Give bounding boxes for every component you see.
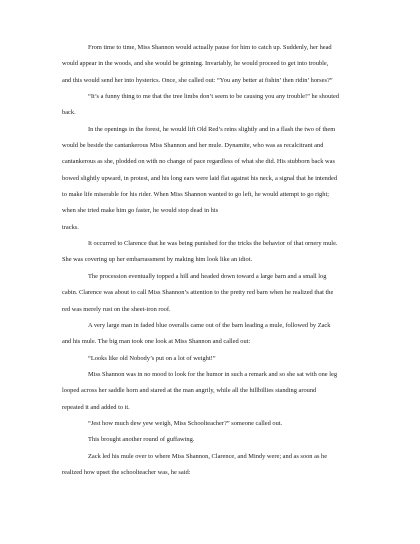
text-line: From time to time, Miss Shannon would actually pause for him to catch up. Suddenly, her head [88, 44, 332, 51]
text-line: “Jest how much dew yew weigh, Miss Schoolteacher?” someone called out. [88, 419, 283, 427]
text-line: back. [62, 109, 76, 117]
paragraph [62, 318, 358, 351]
text-line: tracks. [62, 223, 79, 231]
text-line: and this would send her into hysterics. Once, she called out: “You any better at fishin’ then ridin’ horses?” [62, 76, 333, 84]
text-line: In the openings in the forest, he would lift Old Red’s reins slightly and in a flash the two of them [88, 125, 336, 133]
paragraph [62, 432, 358, 448]
paragraph [62, 269, 358, 318]
text-line: bowed slightly upward, in protest, and his long ears were laid flat against his neck, a signal that he intended [62, 174, 338, 182]
paragraph [62, 89, 358, 122]
text-line: The procession eventually topped a hill and headed down toward a large barn and a small log [88, 272, 327, 280]
text-line: “It’s a funny thing to me that the tree limbs don’t seem to be causing you any trouble!” he shouted [88, 93, 340, 101]
paragraph [62, 449, 358, 482]
text-line: She was covering up her embarrassment by making him look like an idiot. [62, 256, 253, 264]
text-line: This brought another round of guffawing. [88, 436, 195, 444]
text-line: and his mule. The big man took one look at Miss Shannon and called out: [62, 338, 251, 346]
text-line: Zack led his mule over to where Miss Shannon, Clarence, and Mindy were; and as soon as he [88, 452, 328, 460]
text-line: Miss Shannon was in no mood to look for the humor in such a remark and so she sat with one leg [88, 370, 338, 378]
text-line: when she tried make him go faster, he would stop dead in his [62, 207, 219, 215]
text-line: would appear in the woods, and she would be grinning. Invariably, he would proceed to get into trouble, [62, 60, 329, 68]
text-line: cantankerous as she, plodded on with no change of pace regardless of what she did. His stubborn back was [62, 158, 335, 166]
paragraph [62, 351, 358, 367]
paragraph [62, 236, 358, 269]
paragraph [62, 367, 358, 416]
text-line: looped across her saddle horn and stared at the man angrily, while all the hillbillies standing around [62, 387, 317, 395]
text-line: repeated it and added to it. [62, 403, 130, 411]
text-line: cabin. Clarence was about to call Miss Shannon’s attention to the pretty red barn when he realized that the [62, 289, 334, 297]
text-line: It occurred to Clarence that he was being punished for the tricks the behavior of that ornery mule. [88, 240, 338, 248]
text-line: would be beside the cantankerous Miss Shannon and her mule. Dynamite, who was as recalcitrant and [62, 142, 324, 150]
text-line: “Looks like old Nobody’s put on a lot of weight!” [88, 354, 216, 362]
text-line: to make life miserable for his rider. When Miss Shannon wanted to go left, he would attempt to go right; [62, 191, 329, 199]
text-line: realized how upset the schoolteacher was, he said: [62, 468, 191, 476]
text-line: red was merely rust on the sheet-iron roof. [62, 305, 171, 313]
text-line: A very large man in faded blue overalls came out of the barn leading a mule, followed by Zack [88, 321, 331, 329]
paragraph [62, 40, 358, 89]
paragraph [62, 122, 358, 236]
body-text [62, 40, 358, 481]
paragraph [62, 416, 358, 432]
